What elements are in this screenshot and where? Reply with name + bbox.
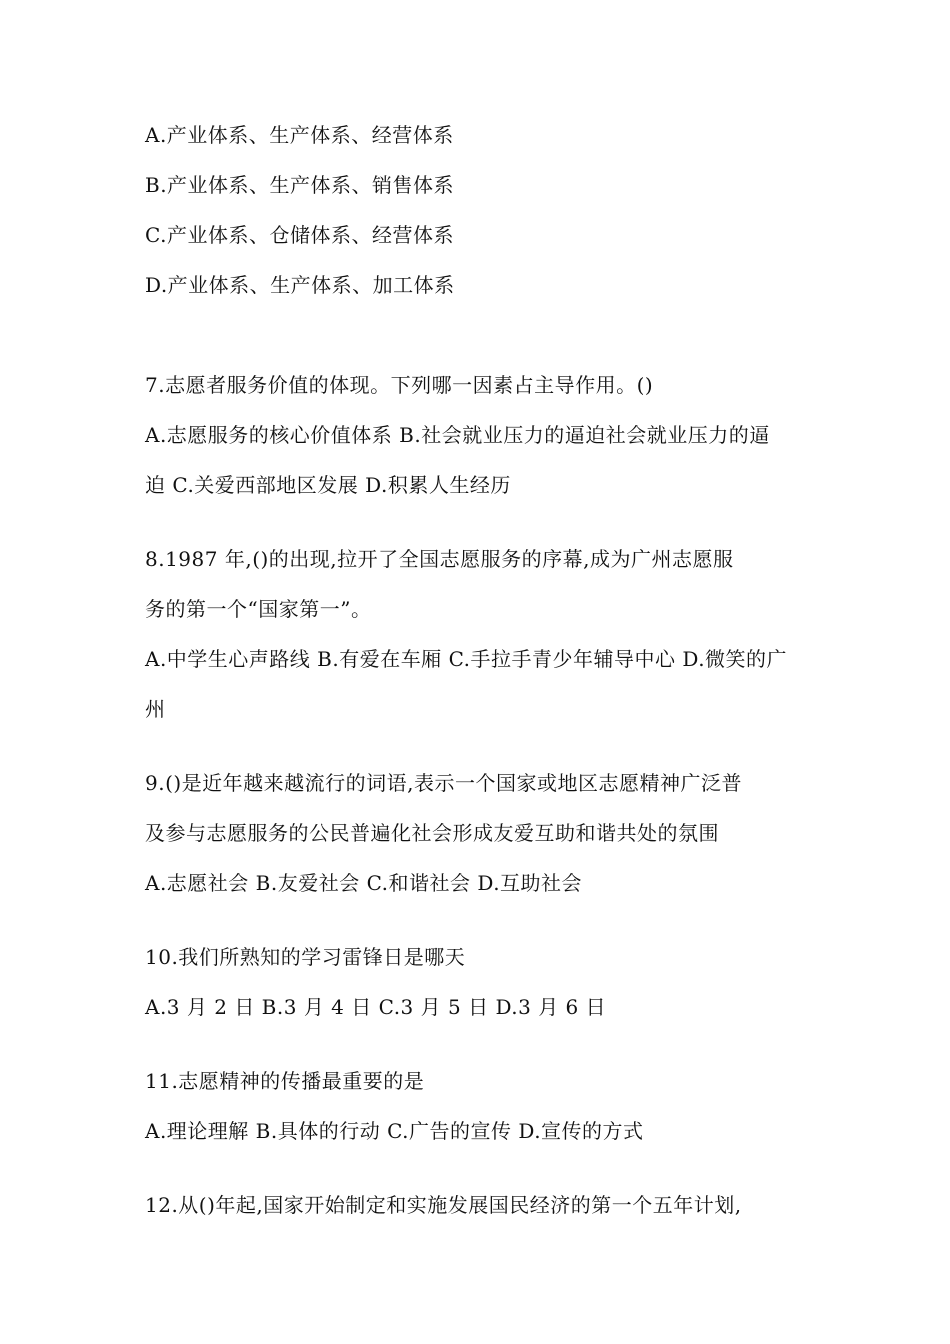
q8-options-line2: 州 [145, 697, 166, 721]
q8-question-line2: 务的第一个“国家第一”。 [145, 597, 372, 621]
q10-options: A.3 月 2 日 B.3 月 4 日 C.3 月 5 日 D.3 月 6 日 [145, 995, 607, 1019]
q9-options: A.志愿社会 B.友爱社会 C.和谐社会 D.互助社会 [145, 871, 583, 895]
q7-question: 7.志愿者服务价值的体现。下列哪一因素占主导作用。() [145, 373, 654, 397]
q8-question-line1: 8.1987 年,()的出现,拉开了全国志愿服务的序幕,成为广州志愿服 [145, 547, 734, 571]
q11-question: 11.志愿精神的传播最重要的是 [145, 1069, 425, 1093]
q9-question-line1: 9.()是近年越来越流行的词语,表示一个国家或地区志愿精神广泛普 [145, 771, 743, 795]
q10-question: 10.我们所熟知的学习雷锋日是哪天 [145, 945, 466, 969]
q12-question-line1: 12.从()年起,国家开始制定和实施发展国民经济的第一个五年计划, [145, 1193, 742, 1217]
q6-option-a: A.产业体系、生产体系、经营体系 [145, 123, 454, 147]
q6-option-d: D.产业体系、生产体系、加工体系 [145, 273, 455, 297]
q8-options-line1: A.中学生心声路线 B.有爱在车厢 C.手拉手青少年辅导中心 D.微笑的广 [145, 647, 788, 671]
q9-question-line2: 及参与志愿服务的公民普遍化社会形成友爱互助和谐共处的氛围 [145, 821, 719, 845]
q7-options-line2: 迫 C.关爱西部地区发展 D.积累人生经历 [145, 473, 511, 497]
q7-options-line1: A.志愿服务的核心价值体系 B.社会就业压力的逼迫社会就业压力的逼 [145, 423, 770, 447]
q6-option-c: C.产业体系、仓储体系、经营体系 [145, 223, 454, 247]
q11-options: A.理论理解 B.具体的行动 C.广告的宣传 D.宣传的方式 [145, 1119, 644, 1143]
q6-option-b: B.产业体系、生产体系、销售体系 [145, 173, 455, 197]
